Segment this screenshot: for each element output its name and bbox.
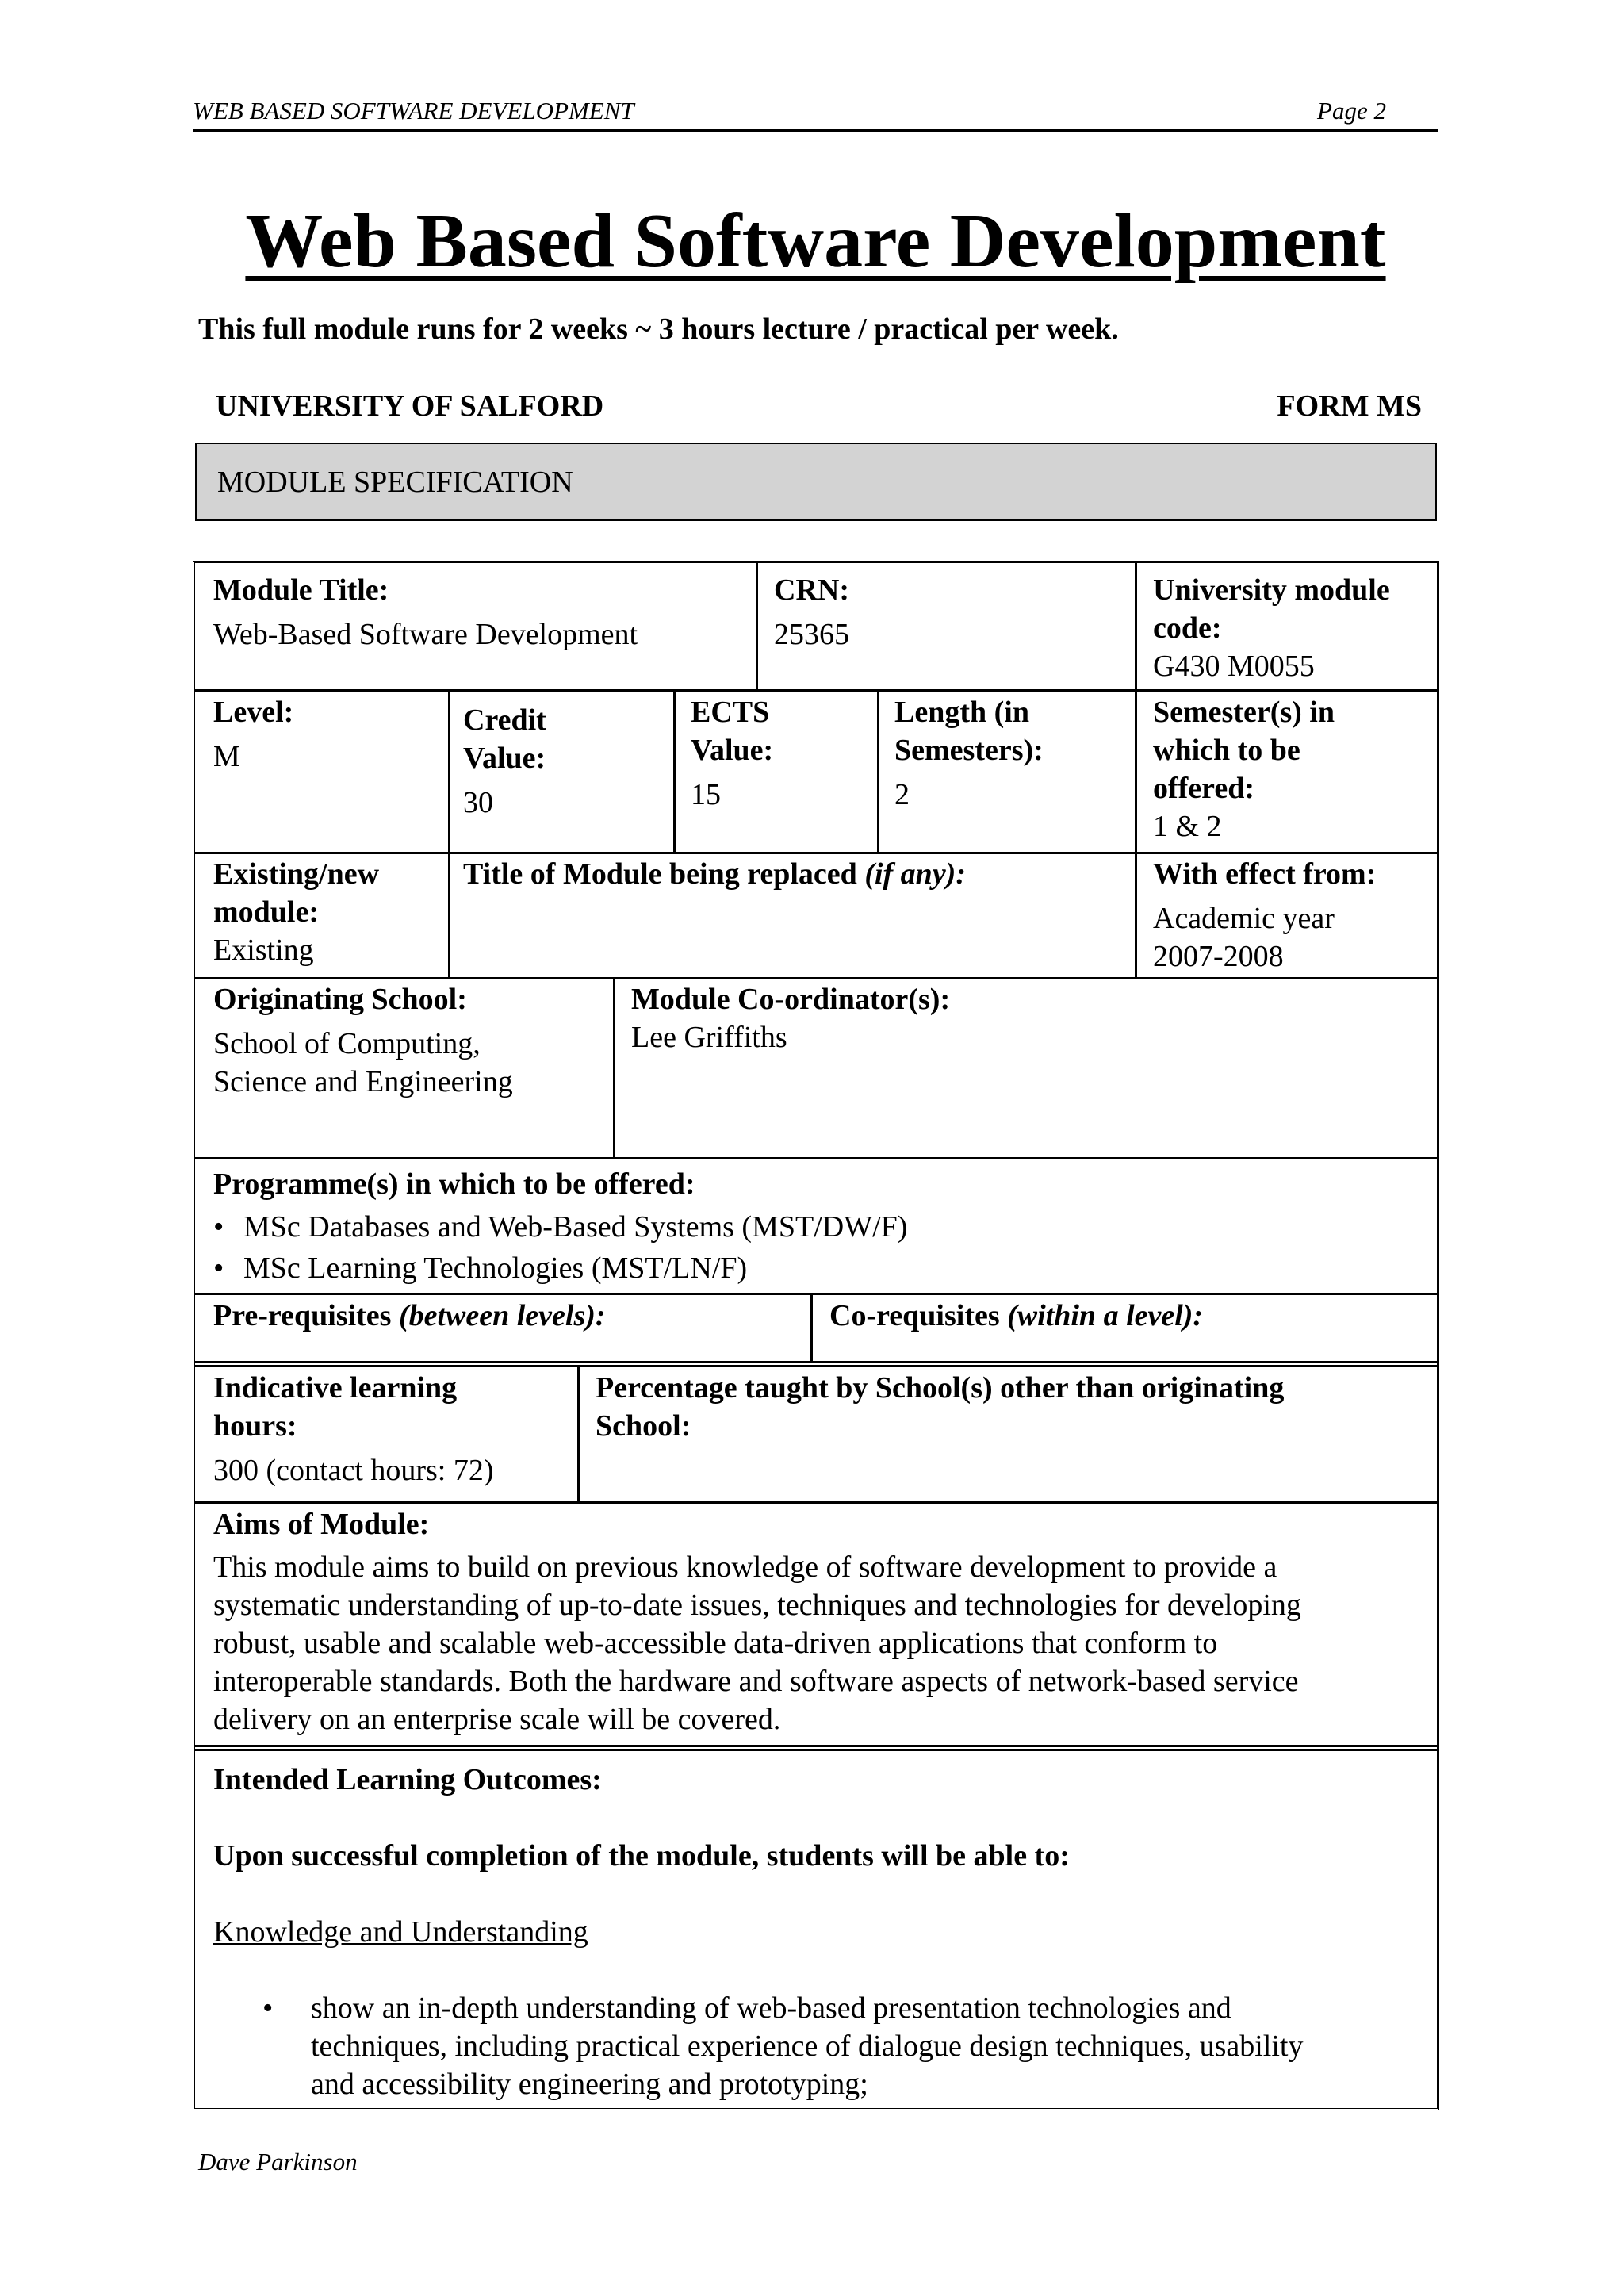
- existing-new-cell: [213, 855, 443, 969]
- existing-label-line1: Existing/new: [213, 857, 380, 891]
- ects-label-line2: Value:: [691, 734, 774, 767]
- learning-hours-cell: [213, 1369, 570, 1489]
- outcomes-label: Intended Learning Outcomes:: [213, 1763, 602, 1796]
- effect-label: With effect from:: [1153, 857, 1377, 891]
- row-divider: [195, 1749, 1437, 1751]
- divider: [1135, 563, 1137, 690]
- prerequisites-note: (between levels):: [398, 1299, 606, 1332]
- percentage-cell: [596, 1369, 1428, 1445]
- replaced-label: Title of Module being replaced: [463, 857, 865, 891]
- existing-label-line2: module:: [213, 895, 319, 929]
- aims-line: robust, usable and scalable web-accessible data-driven applications that conform to: [213, 1627, 1218, 1660]
- credit-label-line2: Value:: [463, 742, 546, 775]
- semesters-label-line1: Semester(s) in: [1153, 696, 1335, 729]
- ects-cell: [691, 693, 873, 814]
- footer-author: Dave Parkinson: [198, 2148, 358, 2175]
- programme-item: • MSc Learning Technologies (MST/LN/F): [213, 1248, 1403, 1289]
- university-name: UNIVERSITY OF SALFORD: [216, 389, 604, 423]
- prerequisites-label: Pre-requisites: [213, 1299, 399, 1332]
- outcomes-cell: [213, 1761, 1427, 2103]
- percentage-label-line2: School:: [596, 1409, 691, 1443]
- corequisites-label: Co-requisites: [829, 1299, 1008, 1332]
- crn-value: 25365: [774, 618, 849, 651]
- semesters-cell: [1153, 693, 1431, 845]
- divider: [756, 563, 758, 690]
- divider: [448, 690, 450, 978]
- outcomes-subheading: Upon successful completion of the module, students will be able to:: [213, 1839, 1070, 1872]
- programme-item: • MSc Databases and Web-Based Systems (MST/DW/F): [213, 1206, 1403, 1248]
- row-divider: [195, 1745, 1437, 1747]
- aims-line: This module aims to build on previous knowledge of software development to provide a: [213, 1550, 1277, 1584]
- coordinator-cell: [631, 980, 1424, 1056]
- divider: [1135, 690, 1137, 978]
- coordinator-label: Module Co-ordinator(s):: [631, 983, 951, 1016]
- aims-line: interoperable standards. Both the hardware and software aspects of network-based service: [213, 1665, 1299, 1698]
- divider: [673, 690, 676, 853]
- row-divider: [195, 1501, 1437, 1504]
- crn-cell: [774, 571, 1131, 654]
- outcome-bullet: [213, 1989, 1427, 2103]
- percentage-label-line1: Percentage taught by School(s) other than originating: [596, 1371, 1285, 1405]
- credit-cell: [463, 701, 669, 822]
- effect-value-line1: Academic year: [1153, 902, 1335, 935]
- length-label-line2: Semesters):: [894, 734, 1044, 767]
- knowledge-heading: Knowledge and Understanding: [213, 1915, 588, 1949]
- document-title: Web Based Software Development: [245, 198, 1386, 284]
- effect-value-line2: 2007-2008: [1153, 940, 1284, 973]
- university-code-label-line1: University module: [1153, 573, 1390, 607]
- module-spec-table: [193, 561, 1439, 2110]
- ects-label-line1: ECTS: [691, 696, 770, 729]
- row-divider: [195, 852, 1437, 854]
- row-divider: [195, 1157, 1437, 1159]
- bullet-marker: •: [262, 1991, 274, 2025]
- aims-text: [213, 1548, 1427, 1738]
- row-divider: [195, 1361, 1437, 1363]
- originating-school-label: Originating School:: [213, 983, 467, 1016]
- level-label: Level:: [213, 696, 294, 729]
- credit-value: 30: [463, 786, 493, 819]
- length-label-line1: Length (in: [894, 696, 1029, 729]
- outcome-line: show an in-depth understanding of web-based presentation technologies and: [311, 1991, 1231, 2025]
- module-title-label: Module Title:: [213, 573, 389, 607]
- outcome-line: techniques, including practical experience of dialogue design techniques, usability: [311, 2030, 1304, 2063]
- length-cell: [894, 693, 1132, 814]
- running-header-title: WEB BASED SOFTWARE DEVELOPMENT: [193, 97, 634, 125]
- row-divider: [195, 1365, 1437, 1367]
- semesters-label-line2: which to be: [1153, 734, 1300, 767]
- row-divider: [195, 977, 1437, 979]
- originating-school-value-line2: Science and Engineering: [213, 1065, 513, 1098]
- row-divider: [195, 689, 1437, 692]
- originating-school-cell: [213, 980, 610, 1101]
- length-value: 2: [894, 778, 910, 811]
- level-value: M: [213, 740, 240, 773]
- corequisites-note: (within a level):: [1007, 1299, 1204, 1332]
- existing-value: Existing: [213, 933, 314, 967]
- level-cell: [213, 693, 419, 776]
- aims-cell: [213, 1505, 1427, 1738]
- corequisites-cell: [829, 1297, 1432, 1335]
- ects-value: 15: [691, 778, 721, 811]
- module-title-value: Web-Based Software Development: [213, 618, 638, 651]
- row-divider: [195, 1293, 1437, 1295]
- replaced-label-note: (if any):: [864, 857, 966, 891]
- module-title-cell: [213, 571, 753, 654]
- programmes-list: [213, 1206, 1403, 1289]
- learning-hours-value: 300 (contact hours: 72): [213, 1454, 494, 1487]
- divider: [577, 1365, 580, 1502]
- divider: [810, 1293, 813, 1363]
- replaced-module-cell: [463, 855, 1129, 893]
- coordinator-value: Lee Griffiths: [631, 1021, 787, 1054]
- university-code-cell: [1153, 571, 1431, 685]
- outcome-line: and accessibility engineering and prototyping;: [311, 2068, 868, 2101]
- divider: [613, 978, 615, 1158]
- aims-line: delivery on an enterprise scale will be covered.: [213, 1703, 781, 1736]
- module-specification-banner: MODULE SPECIFICATION: [195, 443, 1437, 521]
- effect-from-cell: [1153, 855, 1431, 976]
- programmes-label: Programme(s) in which to be offered:: [213, 1167, 695, 1201]
- header-rule: [193, 129, 1438, 132]
- semesters-label-line3: offered:: [1153, 772, 1255, 805]
- learning-hours-label-line2: hours:: [213, 1409, 297, 1443]
- semesters-value: 1 & 2: [1153, 810, 1222, 843]
- intro-text: This full module runs for 2 weeks ~ 3 hours lecture / practical per week.: [198, 312, 1119, 346]
- page-number: Page 2: [1317, 97, 1386, 125]
- form-code: FORM MS: [1277, 389, 1422, 423]
- credit-label-line1: Credit: [463, 703, 546, 737]
- divider: [877, 690, 879, 853]
- crn-label: CRN:: [774, 573, 849, 607]
- university-code-value: G430 M0055: [1153, 650, 1315, 683]
- originating-school-value-line1: School of Computing,: [213, 1027, 481, 1060]
- programmes-cell: [213, 1165, 1403, 1289]
- aims-label: Aims of Module:: [213, 1508, 430, 1541]
- university-code-label-line2: code:: [1153, 611, 1222, 645]
- prerequisites-cell: [213, 1297, 800, 1335]
- aims-line: systematic understanding of up-to-date issues, techniques and technologies for developing: [213, 1589, 1301, 1622]
- learning-hours-label-line1: Indicative learning: [213, 1371, 458, 1405]
